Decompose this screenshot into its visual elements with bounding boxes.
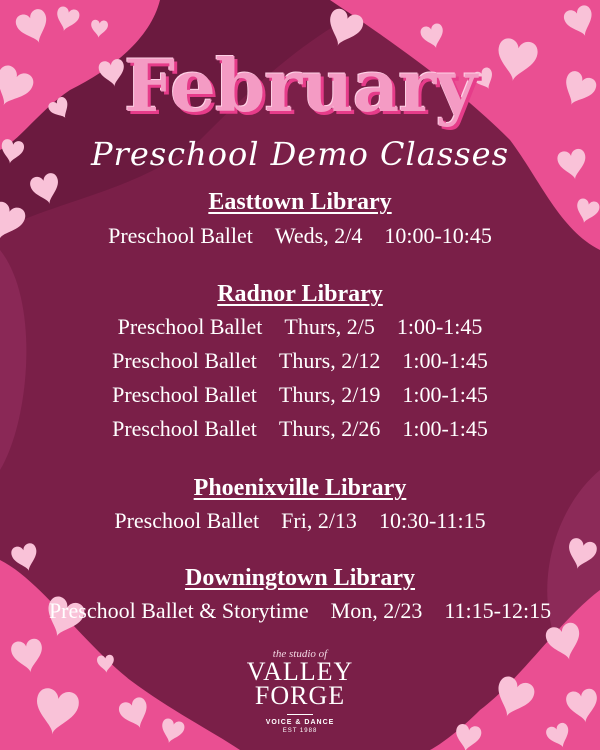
- class-time: 1:00-1:45: [396, 314, 483, 339]
- venue-heading-downingtown: Downingtown Library: [184, 565, 416, 591]
- logo-established: EST 1988: [282, 728, 318, 734]
- class-time: 11:15-12:15: [444, 598, 552, 623]
- class-time: 10:00-10:45: [384, 223, 492, 248]
- class-row: [0, 350, 600, 372]
- class-name: Preschool Ballet: [117, 314, 263, 339]
- class-day: Thurs, 2/26: [278, 416, 381, 441]
- class-day: Thurs, 2/5: [284, 314, 375, 339]
- logo-tagline: VOICE & DANCE: [265, 719, 335, 726]
- class-day: Thurs, 2/19: [278, 382, 381, 407]
- class-day: Thurs, 2/12: [278, 348, 381, 373]
- logo-line-2: FORGE: [254, 681, 346, 710]
- class-row: [0, 510, 600, 532]
- class-name: Preschool Ballet: [114, 508, 260, 533]
- class-name: Preschool Ballet: [112, 416, 257, 441]
- class-row: [0, 316, 600, 338]
- logo-prefix: the studio of: [272, 648, 328, 660]
- class-time: 1:00-1:45: [402, 416, 488, 441]
- class-row: [0, 600, 600, 622]
- class-day: Mon, 2/23: [330, 598, 423, 623]
- class-day: Fri, 2/13: [281, 508, 357, 533]
- poster-title: February: [123, 43, 477, 128]
- class-day: Weds, 2/4: [274, 223, 363, 248]
- class-row: [0, 418, 600, 440]
- poster-subtitle: Preschool Demo Classes: [90, 135, 510, 173]
- class-time: 10:30-11:15: [378, 508, 486, 533]
- class-name: Preschool Ballet: [112, 382, 257, 407]
- class-name: Preschool Ballet & Storytime: [48, 598, 309, 623]
- class-row: [0, 384, 600, 406]
- logo-line-1: VALLEY: [246, 657, 354, 686]
- class-name: Preschool Ballet: [108, 223, 253, 248]
- class-row: [0, 225, 600, 247]
- logo-divider: [287, 714, 313, 715]
- class-time: 1:00-1:45: [402, 382, 488, 407]
- class-name: Preschool Ballet: [112, 348, 257, 373]
- studio-logo: [200, 648, 400, 734]
- class-time: 1:00-1:45: [402, 348, 488, 373]
- venue-heading-radnor: Radnor Library: [217, 281, 383, 307]
- venue-heading-easttown: Easttown Library: [208, 189, 392, 215]
- venue-heading-phoenixville: Phoenixville Library: [193, 475, 407, 501]
